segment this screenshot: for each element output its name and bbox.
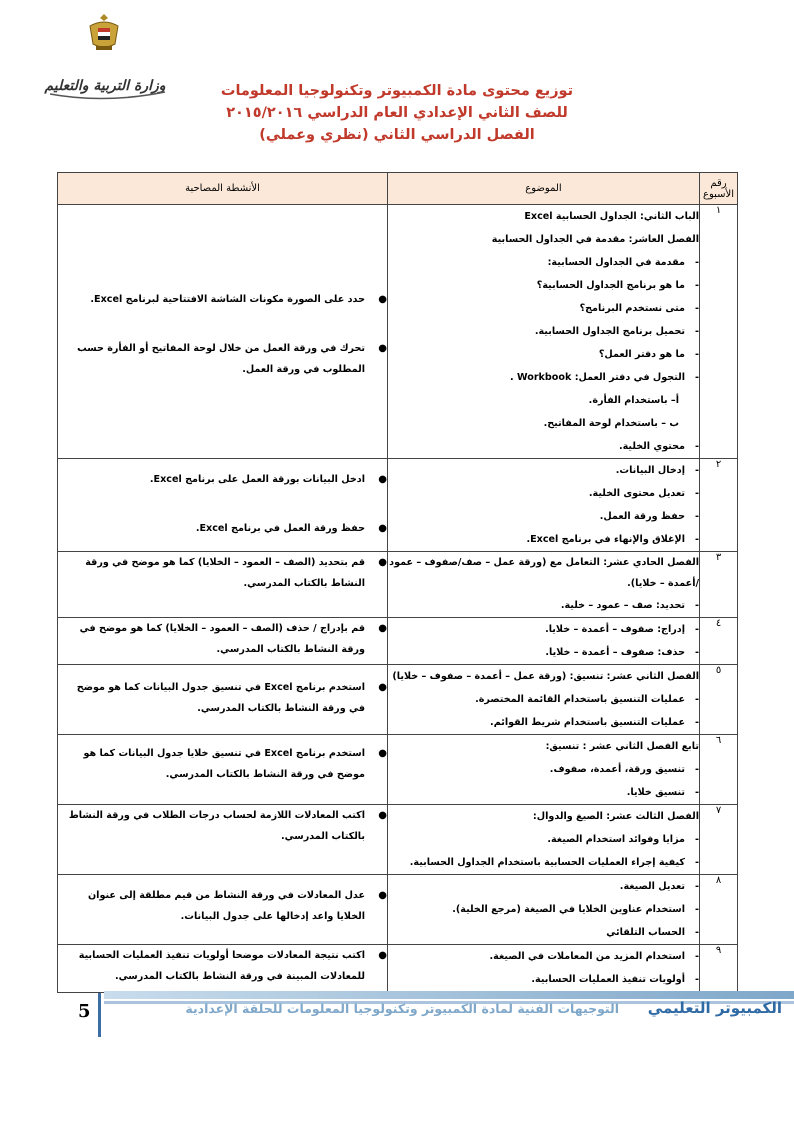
activity-item: ● استخدم برنامج Excel في تنسيق جدول البيانات كما هو موضح في ورقة النشاط بالكتاب المدرسي.: [58, 677, 387, 719]
activity-item: ● تحرك في ورقة العمل من خلال لوحة المفاتيح أو الفأرة حسب المطلوب في ورقة العمل.: [58, 338, 387, 380]
bullet-icon: ●: [378, 623, 387, 634]
topic-cell: [388, 618, 700, 665]
activity-item: ● اكتب نتيجة المعادلات موضحا أولويات تنفيذ العمليات الحسابية للمعادلات المبينة في ورقة النشاط بالكتاب المدرسي.: [58, 945, 387, 987]
week-cell: ٩: [700, 945, 738, 993]
topic-line: أ– باستخدام الفأرة.: [588, 395, 679, 406]
activities-cell: [58, 552, 388, 618]
activities-cell: [58, 875, 388, 945]
table-header-row: [58, 173, 738, 205]
footer-subtitle: التوجيهات الفنية لمادة الكمبيوتر وتكنولوجيا المعلومات للحلقة الإعدادية: [185, 1001, 619, 1016]
topic-line: الفصل الثاني عشر: تنسيق: (ورقة عمل – أعمدة – صفوف – خلايا): [392, 671, 699, 682]
curriculum-table: [57, 172, 738, 993]
table-row: [58, 459, 738, 552]
topic-line: - عمليات التنسيق باستخدام القائمة المختصرة.: [388, 688, 699, 711]
topic-line: - استخدام عناوين الخلايا في الصيغة (مرجع الخلية).: [388, 898, 699, 921]
topic-line: تابع الفصل الثاني عشر : تنسيق:: [545, 741, 699, 752]
bullet-icon: ●: [378, 294, 387, 305]
activities-cell: [58, 735, 388, 805]
topic-line: - عمليات التنسيق باستخدام شريط القوائم.: [388, 711, 699, 734]
topic-cell: [388, 552, 700, 618]
topic-line: - إدخال البيانات.: [388, 459, 699, 482]
bullet-icon: ●: [378, 748, 387, 759]
document-title-block: [200, 80, 594, 146]
header-topic: الموضوع: [388, 173, 700, 205]
activity-item: ● ادخل البيانات بورقة العمل على برنامج Excel.: [58, 469, 387, 490]
activity-item: ● عدل المعادلات في ورقة النشاط من قيم مطلقة إلى عنوان الخلايا واعد إدخالها على جدول البيانات.: [58, 885, 387, 927]
activities-cell: [58, 805, 388, 875]
week-cell: ٦: [700, 735, 738, 805]
bullet-icon: ●: [378, 682, 387, 693]
topic-line: - استخدام المزيد من المعاملات في الصيغة.: [388, 945, 699, 968]
topic-line: - تنسيق خلايا.: [388, 781, 699, 804]
page-footer: [60, 985, 794, 1045]
week-cell: ٣: [700, 552, 738, 618]
bullet-icon: ●: [378, 950, 387, 961]
bullet-icon: ●: [378, 474, 387, 485]
topic-cell: [388, 805, 700, 875]
topic-line: الباب الثاني: الجداول الحسابية Excel: [524, 211, 699, 222]
page-number-divider: [98, 993, 101, 1037]
ministry-logo: [40, 10, 170, 105]
title-line-3: الفصل الدراسي الثاني (نظري وعملي): [259, 127, 535, 143]
week-cell: ١: [700, 205, 738, 459]
bullet-icon: ●: [378, 343, 387, 354]
header-week: رقم الأسبوع: [700, 173, 738, 205]
table-row: [58, 875, 738, 945]
topic-cell: [388, 665, 700, 735]
activity-item: ● قم بتحديد (الصف – العمود – الخلايا) كما هو موضح في ورقة النشاط بالكتاب المدرسي.: [58, 552, 387, 594]
activity-item: ● قم بإدراج / حذف (الصف – العمود – الخلايا) كما هو موضح في ورقة النشاط بالكتاب المدرسي.: [58, 618, 387, 660]
topic-cell: [388, 735, 700, 805]
footer-brand: الكمبيوتر التعليمي: [647, 999, 782, 1017]
topic-line: - إدراج: صفوف – أعمدة – خلايا.: [388, 618, 699, 641]
topic-line: الفصل العاشر: مقدمة في الجداول الحسابية: [491, 234, 699, 245]
week-cell: ٤: [700, 618, 738, 665]
topic-line: - كيفية إجراء العمليات الحسابية باستخدام الجداول الحسابية.: [388, 851, 699, 874]
title-line-1: توزيع محتوى مادة الكمبيوتر وتكنولوجيا المعلومات: [220, 83, 574, 99]
page-number: 5: [78, 1001, 91, 1022]
topic-line: - مزايا وفوائد استخدام الصيغة.: [388, 828, 699, 851]
activity-item: ● اكتب المعادلات اللازمة لحساب درجات الطلاب في ورقة النشاط بالكتاب المدرسي.: [58, 805, 387, 847]
topic-line: - الحساب التلقائي: [388, 921, 699, 944]
topic-cell: [388, 205, 700, 459]
topic-line: الفصل الثالث عشر: الصيغ والدوال:: [532, 811, 699, 822]
table-row: [58, 552, 738, 618]
header-activities: الأنشطة المصاحبة: [58, 173, 388, 205]
topic-line: - التجول في دفتر العمل: Workbook .: [388, 366, 699, 389]
svg-text:وزارة التربية والتعليم: وزارة التربية والتعليم: [44, 78, 166, 94]
topic-line: الفصل الحادي عشر: التعامل مع (ورقة عمل – صف/صفوف – عمود /أعمدة – خلايا).: [389, 557, 699, 589]
table-row: [58, 805, 738, 875]
table-row: [58, 735, 738, 805]
topic-line: - تنسيق ورقة، أعمدة، صفوف.: [388, 758, 699, 781]
topic-line: ب – باستخدام لوحة المفاتيح.: [543, 418, 679, 429]
activities-cell: [58, 205, 388, 459]
topic-line: - الإغلاق والإنهاء في برنامج Excel.: [388, 528, 699, 551]
topic-line: - ما هو دفتر العمل؟: [388, 343, 699, 366]
topic-line: - مقدمة في الجداول الحسابية:: [388, 251, 699, 274]
topic-cell: [388, 875, 700, 945]
topic-line: - أولويات تنفيذ العمليات الحسابية.: [388, 968, 699, 991]
topic-line: - تحميل برنامج الجداول الحسابية.: [388, 320, 699, 343]
week-cell: ٥: [700, 665, 738, 735]
topic-line: - حفظ ورقة العمل.: [388, 505, 699, 528]
activities-cell: [58, 618, 388, 665]
week-cell: ٢: [700, 459, 738, 552]
activities-cell: [58, 459, 388, 552]
activity-item: ● حدد على الصورة مكونات الشاشة الافتتاحية لبرنامج Excel.: [58, 289, 387, 310]
bullet-icon: ●: [378, 890, 387, 901]
week-cell: ٧: [700, 805, 738, 875]
activity-item: ● حفظ ورقة العمل في برنامج Excel.: [58, 518, 387, 539]
footer-bar: [104, 991, 794, 999]
activity-item: ● استخدم برنامج Excel في تنسيق خلايا جدول البيانات كما هو موضح في ورقة النشاط بالكتاب المدرسي.: [58, 743, 387, 785]
table-row: [58, 665, 738, 735]
table-row: [58, 618, 738, 665]
title-line-2: للصف الثاني الإعدادي العام الدراسي ٢٠١٥/٢٠١٦: [226, 105, 568, 121]
topic-cell: [388, 459, 700, 552]
topic-line: - تحديد: صف – عمود – خلية.: [388, 594, 699, 617]
week-cell: ٨: [700, 875, 738, 945]
topic-line: - ما هو برنامج الجداول الحسابية؟: [388, 274, 699, 297]
activities-cell: [58, 665, 388, 735]
topic-line: - حذف: صفوف – أعمدة – خلايا.: [388, 641, 699, 664]
table-row: [58, 205, 738, 459]
topic-line: - تعديل الصيغة.: [388, 875, 699, 898]
bullet-icon: ●: [378, 810, 387, 821]
topic-line: - متى نستخدم البرنامج؟: [388, 297, 699, 320]
bullet-icon: ●: [378, 523, 387, 534]
topic-line: - محتوي الخلية.: [388, 435, 699, 458]
bullet-icon: ●: [378, 557, 387, 568]
topic-line: - تعديل محتوى الخلية.: [388, 482, 699, 505]
